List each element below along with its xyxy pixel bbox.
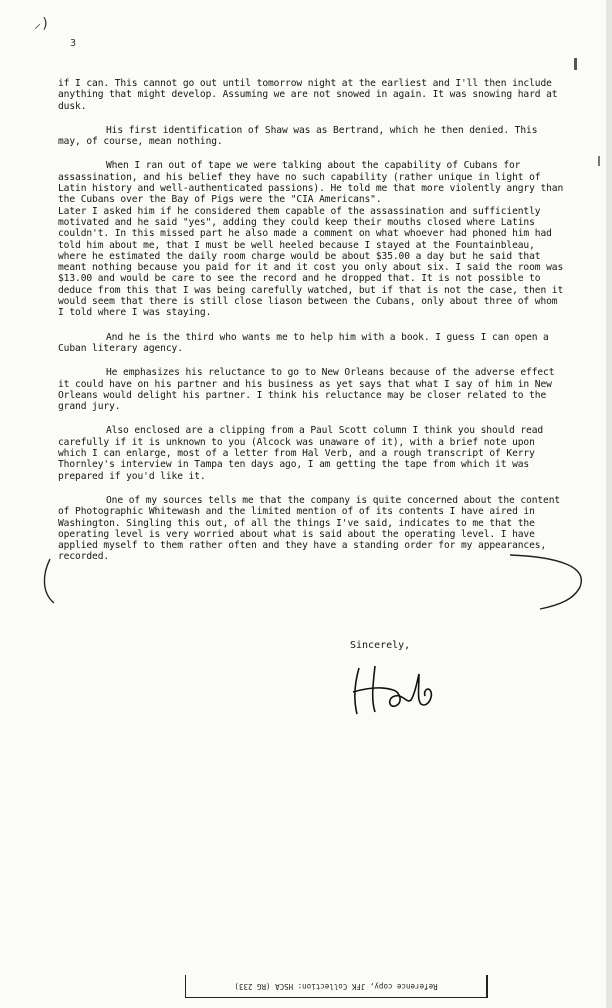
paragraph-7: Also enclosed are a clipping from a Paul Scott column I think you should read carefully if it is unknown to you (Alcock was unaware of it), with a brief note upon which I can enlarge, most of a letter from Hal Verb, and a rough transcript of Kerry Thornley's interview in Tampa ten days ago, I am getting the tape from which it was prepared if you'd like it. [58, 425, 544, 482]
page-edge [606, 0, 612, 1008]
archive-stamp: Reference copy, JFK Collection: HSCA (RG 233) [185, 975, 488, 998]
page-number: 3 [70, 38, 77, 49]
paragraph-8: One of my sources tells me that the company is quite concerned about the content of Photographic Whitewash and the limited mention of of its contents I have aired in Washington. Singling this out, of all the things I've said, indicates to me that the operating level is very worried about what is said about the operating level. I have applied myself to them rather often and they have a standing order for my appearances, recorded. [58, 494, 561, 563]
paragraph-2: His first identification of Shaw was as Bertrand, which he then denied. This may, of course, mean nothing. [58, 124, 538, 148]
handwritten-signature [345, 660, 445, 720]
letter-body [58, 78, 564, 563]
margin-tick [574, 58, 577, 70]
paragraph-3: When I ran out of tape we were talking about the capability of Cubans for assassination, and his belief they have no such capability (rather unique in light of Latin history and well-authenticated passions). He told me that more violently angry than the Cubans over the Bay of Pigs were the "CIA Americans". [58, 160, 564, 206]
paragraph-6: He emphasizes his reluctance to go to New Orleans because of the adverse effect it could have on his partner and his business as yet says that what I say of him in New Orleans would delight his partner. I think his reluctance may be closer related to the grand jury. [58, 367, 555, 413]
paragraph-1: if I can. This cannot go out until tomorrow night at the earliest and I'll then include anything that might develop. Assuming we are not snowed in again. It was snowing hard at dusk. [58, 78, 558, 112]
margin-mark [598, 156, 600, 166]
paragraph-5: And he is the third who wants me to help him with a book. I guess I can open a Cuban literary agency. [58, 331, 549, 354]
paragraph-4: Later I asked him if he considered them capable of the assassination and sufficiently motivated and he said "yes", adding they could keep their mouths closed where Latins couldn't. In this missed part he also made a comment on what whoever had phoned him had told him about me, that I must be well heeled because I stayed at the Fountainbleau, where he estimated the daily room charge would be about $35.00 a day but he said that meant nothing because you paid for it and it cost you only about six. I said the room was $13.00 and would be care to see the record and he dropped that. It is not possible to deduce from this that I was being carefully watched, but if that is not the case, then it would seem that there is still close liason between the Cubans, only about three of whom I told where I was staying. [58, 205, 564, 319]
closing-line: Sincerely, [350, 640, 411, 651]
corner-mark: ⸝) [34, 16, 50, 32]
